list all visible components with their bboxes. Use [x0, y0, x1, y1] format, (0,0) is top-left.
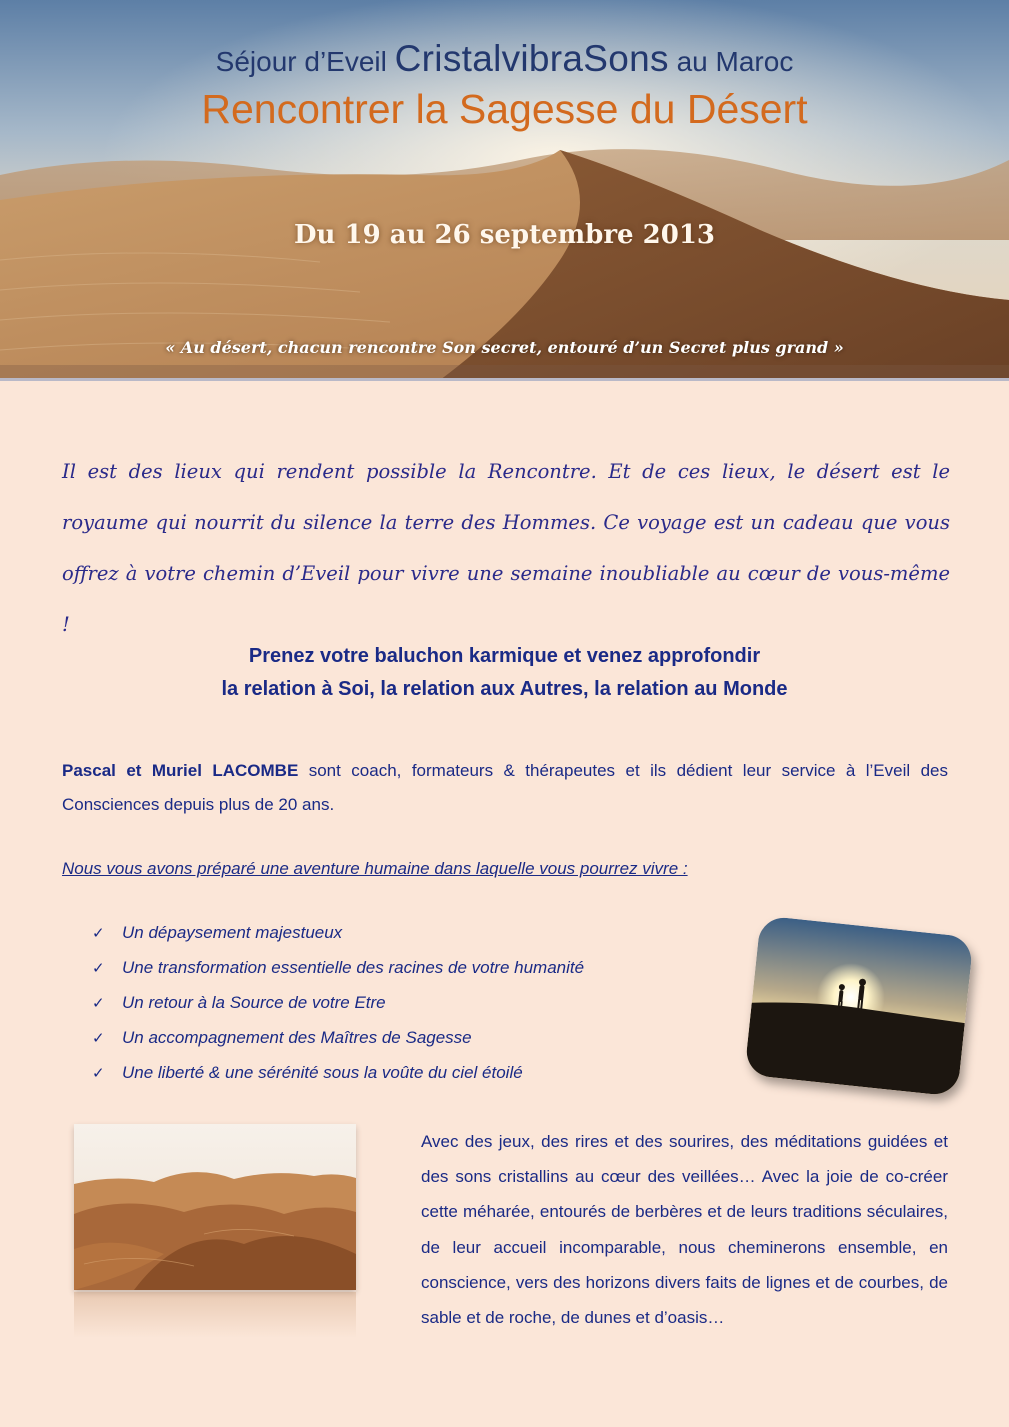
sunset-silhouettes-image [744, 915, 974, 1096]
adventure-title: Nous vous avons préparé une aventure humaine dans laquelle vous pourrez vivre : [62, 859, 688, 878]
list-item [92, 950, 732, 985]
benefits-list [92, 915, 732, 1090]
header-banner [0, 0, 1009, 380]
benefit-text: Une liberté & une sérénité sous la voûte du ciel étoilé [122, 1062, 523, 1082]
coaches-description: sont coach, formateurs & thérapeutes et ils dédient leur service à l’Eveil des Consciences depuis plus de 20 ans. [62, 761, 948, 814]
benefit-text: Un retour à la Source de votre Etre [122, 992, 386, 1012]
list-item [92, 915, 732, 950]
brand-name: CristalvibraSons [394, 38, 669, 79]
checkmark-icon: ✓ [92, 924, 105, 942]
checkmark-icon: ✓ [92, 1029, 105, 1047]
headline [0, 640, 1009, 706]
event-dates: Du 19 au 26 septembre 2013 [293, 220, 716, 250]
banner-prefix: Séjour d’Eveil [215, 46, 395, 77]
benefit-text: Une transformation essentielle des racines de votre humanité [122, 957, 585, 977]
checkmark-icon: ✓ [92, 1064, 105, 1082]
headline-line-2: la relation à Soi, la relation aux Autres, la relation au Monde [221, 678, 788, 700]
banner-title: Rencontrer la Sagesse du Désert [201, 86, 808, 132]
checkmark-icon: ✓ [92, 959, 105, 977]
checkmark-icon: ✓ [92, 994, 105, 1012]
benefit-text: Un accompagnement des Maîtres de Sagesse [122, 1027, 472, 1047]
banner-subtitle [0, 38, 1009, 80]
coaches-paragraph [62, 754, 948, 822]
banner-quote: « Au désert, chacun rencontre Son secret, entouré d’un Secret plus grand » [165, 338, 844, 357]
dunes-photo-reflection [74, 1292, 356, 1338]
list-item [92, 1020, 732, 1055]
sunset-photo [744, 915, 974, 1096]
dunes-photo [74, 1124, 356, 1290]
list-item [92, 985, 732, 1020]
coaches-names: Pascal et Muriel LACOMBE [62, 761, 299, 780]
closing-paragraph: Avec des jeux, des rires et des sourires, des méditations guidées et des sons cristallins au cœur des veillées… Avec la joie de co-créer cette méharée, entourés de berbères et de leurs traditions séculaires, de leur accueil incomparable, nous cheminerons ensemble, en conscience, vers des horizons divers faits de lignes et de courbes, de sable et de roche, de dunes et d’oasis… [421, 1132, 948, 1328]
intro-paragraph: Il est des lieux qui rendent possible la Rencontre. Et de ces lieux, le désert est le royaume qui nourrit du silence la terre des Hommes. Ce voyage est un cadeau que vous offrez à votre chemin d’Eveil pour vivre une semaine inoubliable au cœur de vous-même ! [62, 460, 950, 636]
list-item [92, 1055, 732, 1090]
headline-line-1: Prenez votre baluchon karmique et venez approfondir [248, 645, 761, 667]
dunes-landscape-image [74, 1124, 356, 1290]
banner-suffix: au Maroc [668, 46, 794, 77]
benefit-text: Un dépaysement majestueux [122, 922, 343, 942]
banner-divider [0, 378, 1009, 381]
